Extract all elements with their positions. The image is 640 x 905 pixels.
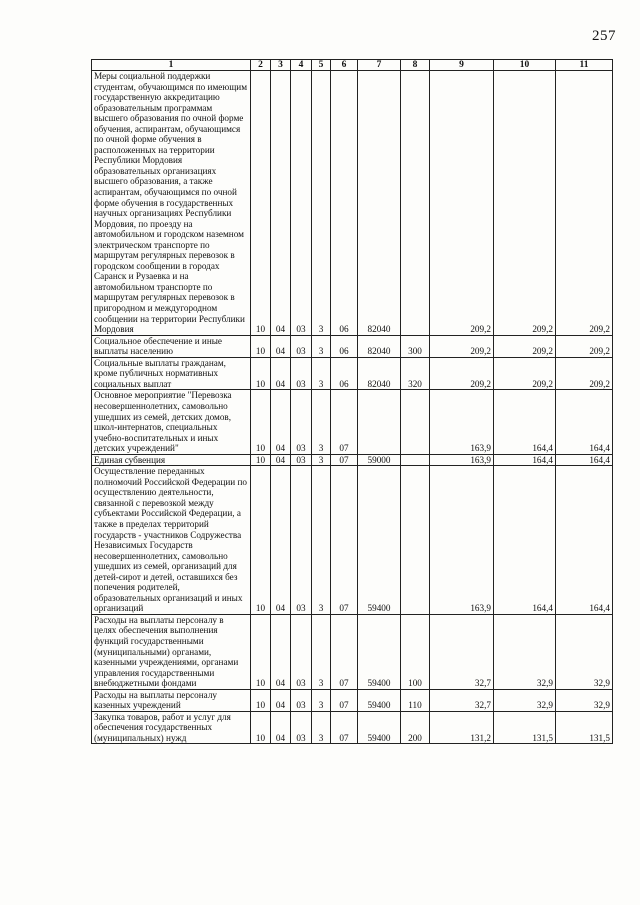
table-row: [92, 357, 613, 390]
cell-c3: 04: [271, 454, 291, 466]
cell-c5: 3: [312, 614, 331, 689]
column-header: 6: [331, 60, 358, 71]
row-name: Осуществление переданных полномочий Российской Федерации по осуществлению деятельности, связанной с перевозкой между субъектами Российской Федерации, а также в пределах территорий государств - участников Содружества Независимых Государств несовершеннолетних, самовольно ушедших из семей, организаций для детей-сирот и детей, оставшихся без попечения родителей, образовательных организаций и иных организаций: [92, 466, 251, 615]
cell-c9: 209,2: [430, 357, 494, 390]
table-row: [92, 71, 613, 336]
cell-c6: 07: [331, 711, 358, 744]
cell-c11: 164,4: [556, 466, 613, 615]
cell-c9: 209,2: [430, 71, 494, 336]
cell-c9: 131,2: [430, 711, 494, 744]
cell-c4: 03: [291, 614, 312, 689]
cell-c10: 164,4: [494, 466, 556, 615]
cell-c3: 04: [271, 689, 291, 711]
cell-c4: 03: [291, 390, 312, 454]
cell-c6: 07: [331, 390, 358, 454]
cell-c11: 32,9: [556, 614, 613, 689]
cell-c10: 32,9: [494, 614, 556, 689]
cell-c10: 209,2: [494, 357, 556, 390]
cell-c11: 164,4: [556, 454, 613, 466]
cell-c3: 04: [271, 335, 291, 357]
cell-c11: 209,2: [556, 71, 613, 336]
cell-c10: 164,4: [494, 454, 556, 466]
table-row: [92, 390, 613, 454]
cell-c10: 209,2: [494, 71, 556, 336]
cell-c11: 32,9: [556, 689, 613, 711]
row-name: Расходы на выплаты персоналу в целях обеспечения выполнения функций государственными (муниципальными) органами, казенными учреждениями, органами управления государственными внебюджетными фондами: [92, 614, 251, 689]
cell-c9: 209,2: [430, 335, 494, 357]
cell-c6: 07: [331, 466, 358, 615]
column-header: 8: [401, 60, 430, 71]
cell-c2: 10: [251, 335, 271, 357]
row-name: Социальное обеспечение и иные выплаты населению: [92, 335, 251, 357]
row-name: Меры социальной поддержки студентам, обучающимся по имеющим государственную аккредитацию образовательным программам высшего образования по очной форме обучения, аспирантам, обучающимся по очной форме обучения в расположенных на территории Республики Мордовия образовательных организациях высшего образования, а также аспирантам, обучающимся по очной форме обучения в государственных научных организациях Республики Мордовия, по проезду на автомобильном и городском наземном электрическом транспорте по маршрутам регулярных перевозок в городском сообщении в городах Саранск и Рузаевка и на автомобильном транспорте по маршрутам регулярных перевозок в пригородном и междугородном сообщении на территории Республики Мордовия: [92, 71, 251, 336]
cell-c9: 163,9: [430, 390, 494, 454]
cell-c3: 04: [271, 466, 291, 615]
cell-c2: 10: [251, 357, 271, 390]
table-row: [92, 689, 613, 711]
cell-c8: 300: [401, 335, 430, 357]
cell-c2: 10: [251, 390, 271, 454]
cell-c7: 59400: [358, 466, 401, 615]
row-name: Социальные выплаты гражданам, кроме публичных нормативных социальных выплат: [92, 357, 251, 390]
cell-c2: 10: [251, 689, 271, 711]
table-row: [92, 614, 613, 689]
column-header: 1: [92, 60, 251, 71]
column-header: 2: [251, 60, 271, 71]
cell-c5: 3: [312, 454, 331, 466]
cell-c7: 59400: [358, 689, 401, 711]
cell-c4: 03: [291, 466, 312, 615]
cell-c5: 3: [312, 711, 331, 744]
cell-c7: 82040: [358, 335, 401, 357]
cell-c6: 07: [331, 689, 358, 711]
cell-c2: 10: [251, 466, 271, 615]
column-header: 11: [556, 60, 613, 71]
cell-c8: [401, 71, 430, 336]
cell-c9: 163,9: [430, 454, 494, 466]
cell-c7: 82040: [358, 71, 401, 336]
cell-c5: 3: [312, 357, 331, 390]
cell-c2: 10: [251, 711, 271, 744]
cell-c10: 164,4: [494, 390, 556, 454]
cell-c5: 3: [312, 390, 331, 454]
cell-c7: 82040: [358, 357, 401, 390]
cell-c10: 209,2: [494, 335, 556, 357]
column-header: 4: [291, 60, 312, 71]
row-name: Закупка товаров, работ и услуг для обеспечения государственных (муниципальных) нужд: [92, 711, 251, 744]
cell-c3: 04: [271, 357, 291, 390]
cell-c8: 200: [401, 711, 430, 744]
page-number: 257: [592, 28, 616, 44]
row-name: Основное мероприятие "Перевозка несовершеннолетних, самовольно ушедших из семей, детских домов, школ-интернатов, специальных учебно-воспитательных и иных детских учреждений": [92, 390, 251, 454]
cell-c3: 04: [271, 614, 291, 689]
column-header: 9: [430, 60, 494, 71]
table-row: [92, 335, 613, 357]
cell-c4: 03: [291, 335, 312, 357]
cell-c4: 03: [291, 454, 312, 466]
cell-c4: 03: [291, 71, 312, 336]
cell-c2: 10: [251, 71, 271, 336]
cell-c6: 06: [331, 71, 358, 336]
column-header: 7: [358, 60, 401, 71]
cell-c11: 164,4: [556, 390, 613, 454]
table-row: [92, 466, 613, 615]
cell-c3: 04: [271, 71, 291, 336]
cell-c6: 06: [331, 335, 358, 357]
row-name: Расходы на выплаты персоналу казенных учреждений: [92, 689, 251, 711]
cell-c11: 209,2: [556, 357, 613, 390]
cell-c2: 10: [251, 614, 271, 689]
cell-c11: 209,2: [556, 335, 613, 357]
cell-c4: 03: [291, 689, 312, 711]
cell-c8: 100: [401, 614, 430, 689]
header-row: [92, 60, 613, 71]
column-header: 3: [271, 60, 291, 71]
table-row: [92, 454, 613, 466]
cell-c7: 59400: [358, 711, 401, 744]
budget-table: [91, 59, 613, 744]
cell-c3: 04: [271, 390, 291, 454]
cell-c4: 03: [291, 711, 312, 744]
cell-c2: 10: [251, 454, 271, 466]
cell-c10: 131,5: [494, 711, 556, 744]
cell-c9: 32,7: [430, 689, 494, 711]
cell-c9: 32,7: [430, 614, 494, 689]
cell-c7: [358, 390, 401, 454]
column-header: 5: [312, 60, 331, 71]
cell-c5: 3: [312, 335, 331, 357]
row-name: Единая субвенция: [92, 454, 251, 466]
cell-c4: 03: [291, 357, 312, 390]
cell-c9: 163,9: [430, 466, 494, 615]
cell-c6: 06: [331, 357, 358, 390]
cell-c8: 110: [401, 689, 430, 711]
table-row: [92, 711, 613, 744]
cell-c10: 32,9: [494, 689, 556, 711]
cell-c8: 320: [401, 357, 430, 390]
cell-c8: [401, 390, 430, 454]
cell-c3: 04: [271, 711, 291, 744]
cell-c5: 3: [312, 71, 331, 336]
cell-c8: [401, 454, 430, 466]
cell-c11: 131,5: [556, 711, 613, 744]
cell-c6: 07: [331, 614, 358, 689]
cell-c7: 59400: [358, 614, 401, 689]
column-header: 10: [494, 60, 556, 71]
cell-c5: 3: [312, 466, 331, 615]
cell-c6: 07: [331, 454, 358, 466]
cell-c7: 59000: [358, 454, 401, 466]
cell-c5: 3: [312, 689, 331, 711]
cell-c8: [401, 466, 430, 615]
